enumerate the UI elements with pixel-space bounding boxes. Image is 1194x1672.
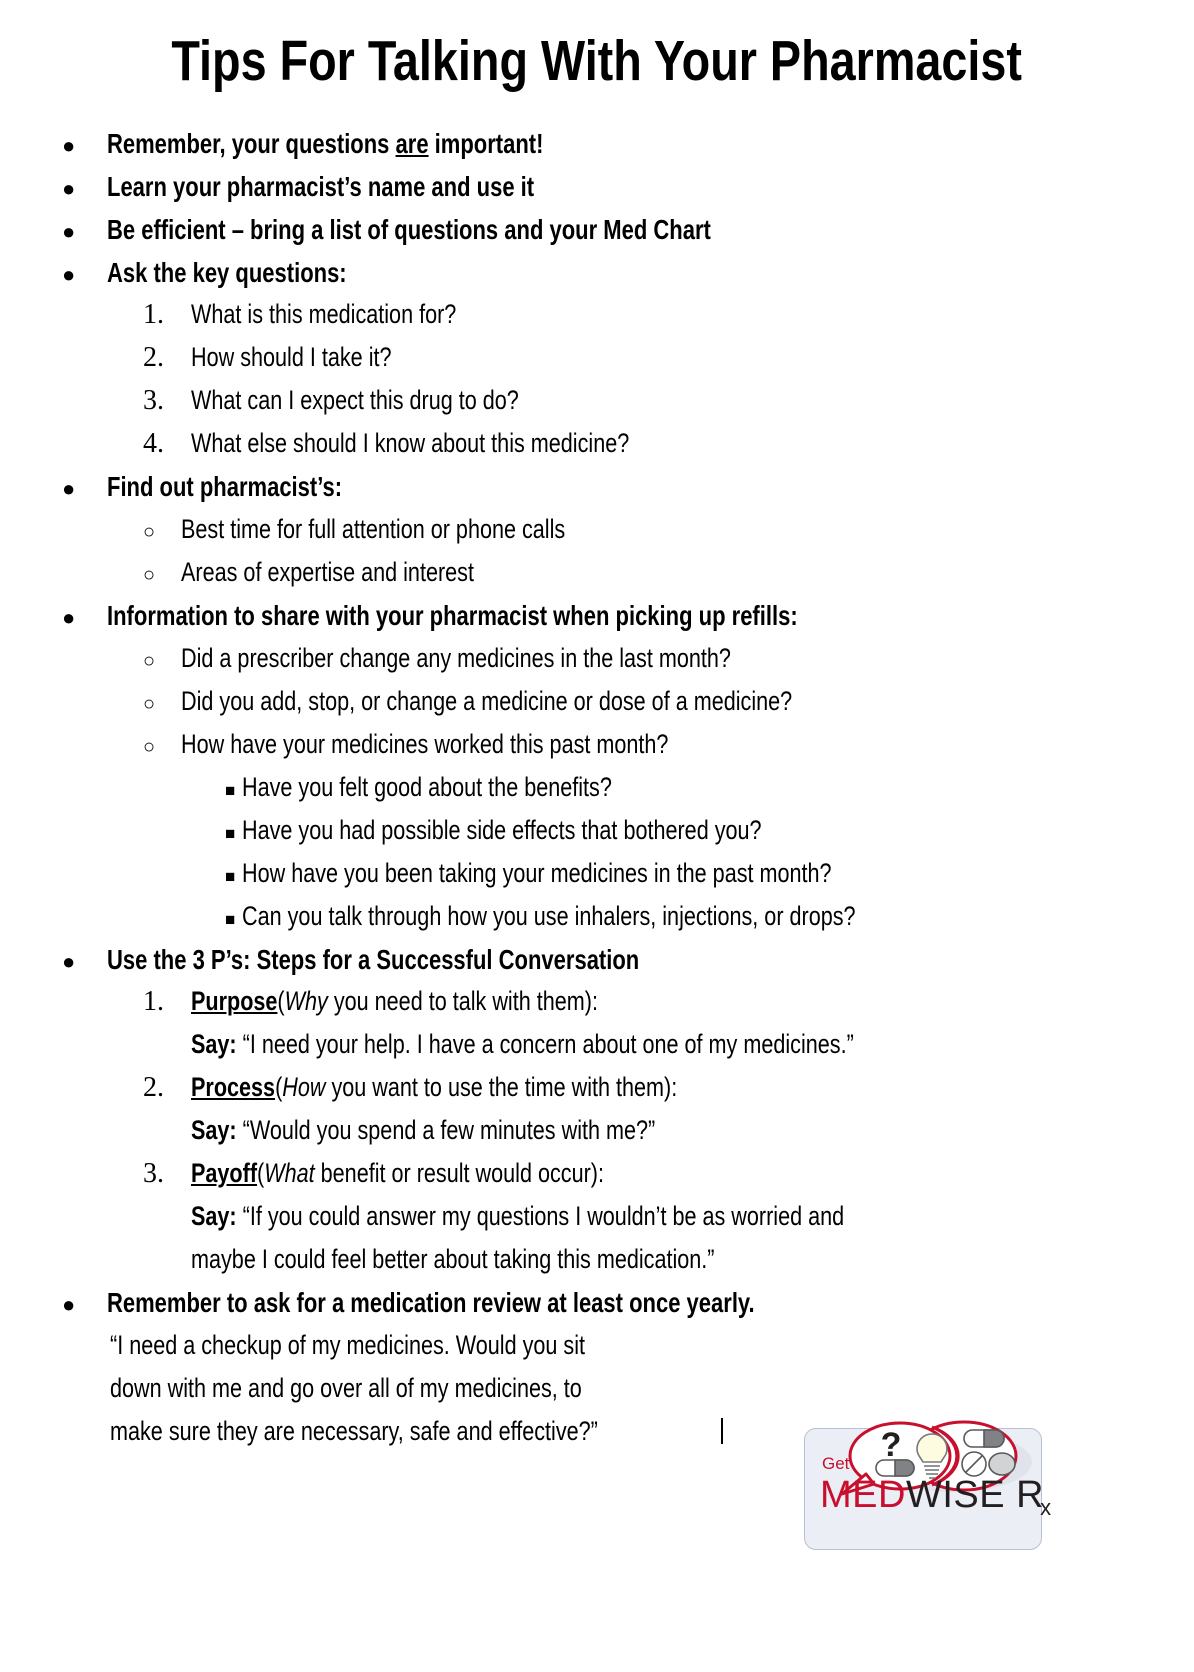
round-bullet-icon: ● [62, 476, 76, 501]
round-bullet-icon: ● [62, 219, 76, 244]
question-mark-icon: ? [880, 1426, 902, 1464]
paren-open: ( [257, 1158, 265, 1188]
medwise-logo [804, 1398, 1052, 1550]
list-item-three-ps [62, 944, 772, 976]
square-bullet-icon: ■ [225, 867, 236, 886]
paren-open: ( [277, 986, 285, 1016]
tablet-pill-icon [962, 1452, 986, 1476]
round-bullet-icon: ● [62, 133, 76, 158]
list-item-remember-questions [62, 128, 653, 160]
bullet-1-suffix: important! [428, 128, 544, 159]
say-text: “I need your help. I have a concern about one of my medicines.” [236, 1029, 854, 1059]
square-bullet-icon: ■ [225, 781, 236, 800]
closing-quote-line-2 [110, 1373, 700, 1404]
text-cursor-caret [721, 1418, 723, 1444]
round-bullet-icon: ● [62, 262, 76, 287]
logo-wordmark [820, 1474, 1056, 1520]
bullet-1-emphasis: are [395, 128, 429, 159]
logo-wise-text: WISE [905, 1474, 1006, 1516]
list-item-label: Use the 3 P’s: Steps for a Successful Conversation [107, 944, 640, 975]
refill-subitem-text: Have you had possible side effects that bothered you? [242, 815, 762, 845]
hollow-circle-bullet-icon: ○ [143, 564, 156, 586]
three-ps-say-purpose [191, 1029, 1020, 1060]
list-number: 1. [143, 986, 164, 1017]
three-ps-heading [191, 1158, 707, 1189]
list-item-label: Be efficient – bring a list of questions and your Med Chart [107, 214, 711, 245]
list-item-label [107, 128, 653, 160]
three-ps-say-payoff-line2 [191, 1244, 845, 1275]
bullet-1-prefix: Remember, your questions [107, 128, 396, 159]
three-ps-rest: you need to talk with them): [327, 986, 598, 1016]
round-bullet-icon: ● [62, 605, 76, 630]
find-out-text: Areas of expertise and interest [181, 557, 474, 587]
refill-info-item [143, 643, 868, 674]
list-number: 3. [143, 385, 164, 416]
round-bullet-icon: ● [62, 1292, 76, 1317]
paren-open: ( [275, 1072, 283, 1102]
list-item-learn-name [62, 171, 641, 203]
refill-subitem-text: Can you talk through how you use inhalers, injections, or drops? [242, 901, 856, 931]
refill-info-text: Did a prescriber change any medicines in the last month? [181, 643, 731, 673]
hollow-circle-bullet-icon: ○ [143, 521, 156, 543]
three-ps-item-payoff [143, 1158, 707, 1190]
key-question-item [143, 342, 442, 374]
say-label: Say: [191, 1029, 237, 1059]
find-out-item [143, 557, 547, 588]
three-ps-say-payoff [191, 1201, 1007, 1232]
list-item-label: Remember to ask for a medication review at least once yearly. [107, 1287, 755, 1318]
closing-quote-text: “I need a checkup of my medicines. Would you sit [110, 1330, 586, 1360]
list-item-medication-review [62, 1287, 917, 1319]
list-item-label: Information to share with your pharmacist when picking up refills: [107, 600, 798, 631]
three-ps-item-purpose [143, 986, 700, 1018]
oval-tablet-icon [989, 1453, 1015, 1475]
closing-quote-text: down with me and go over all of my medicines, to [110, 1373, 582, 1403]
lightbulb-icon [917, 1434, 947, 1462]
round-bullet-icon: ● [62, 949, 76, 974]
hollow-circle-bullet-icon: ○ [143, 650, 156, 672]
refill-info-item [143, 686, 945, 717]
list-item-label: Find out pharmacist’s: [107, 471, 343, 502]
page-title-text: Tips For Talking With Your Pharmacist [171, 29, 1023, 93]
list-item-label: Ask the key questions: [107, 257, 347, 288]
three-ps-heading [191, 1072, 799, 1103]
list-item-be-efficient [62, 214, 862, 246]
three-ps-item-process [143, 1072, 799, 1104]
list-number: 4. [143, 428, 164, 459]
say-label: Say: [191, 1115, 237, 1145]
three-ps-word: Purpose [191, 986, 278, 1016]
three-ps-italic: Why [284, 986, 328, 1016]
three-ps-italic: What [264, 1158, 315, 1188]
hollow-circle-bullet-icon: ○ [143, 693, 156, 715]
three-ps-say-process [191, 1115, 771, 1146]
closing-quote-line-3 [110, 1416, 723, 1447]
square-bullet-icon: ■ [225, 910, 236, 929]
key-question-text: What else should I know about this medicine? [191, 428, 630, 458]
hollow-circle-bullet-icon: ○ [143, 736, 156, 758]
three-ps-word: Process [191, 1072, 276, 1102]
list-item-ask-key-questions [62, 257, 407, 289]
page-title [0, 29, 1194, 93]
key-question-text: How should I take it? [191, 342, 392, 372]
list-item-find-out [62, 471, 401, 503]
closing-quote-line-1 [110, 1330, 704, 1361]
three-ps-word: Payoff [191, 1158, 258, 1188]
say-text: “If you could answer my questions I wouldn’t be as worried and [236, 1201, 845, 1231]
refill-subitem-text: Have you felt good about the benefits? [242, 772, 612, 802]
key-question-text: What is this medication for? [191, 299, 457, 329]
key-question-item [143, 428, 739, 460]
say-text-line2: maybe I could feel better about taking this medication.” [191, 1244, 715, 1274]
list-item-label: Learn your pharmacist’s name and use it [107, 171, 535, 202]
refill-info-item [143, 729, 790, 760]
list-number: 2. [143, 342, 164, 373]
refill-info-text: How have your medicines worked this past month? [181, 729, 669, 759]
find-out-text: Best time for full attention or phone calls [181, 514, 566, 544]
three-ps-rest: you want to use the time with them): [325, 1072, 678, 1102]
say-label: Say: [191, 1201, 237, 1231]
list-number: 2. [143, 1072, 164, 1103]
refill-subitem [225, 901, 1009, 932]
capsule-pill-icon [964, 1430, 1004, 1447]
square-bullet-icon: ■ [225, 824, 236, 843]
logo-med-text: MED [820, 1474, 906, 1516]
round-bullet-icon: ● [62, 176, 76, 201]
refill-subitem [225, 772, 704, 803]
list-number: 3. [143, 1158, 164, 1189]
list-item-refill-info [62, 600, 970, 632]
refill-subitem-text: How have you been taking your medicines in the past month? [242, 858, 832, 888]
logo-rx-r: R [1016, 1474, 1045, 1516]
refill-subitem [225, 815, 891, 846]
three-ps-rest: benefit or result would occur): [314, 1158, 604, 1188]
key-question-item [143, 299, 523, 331]
key-question-item [143, 385, 601, 417]
say-text: “Would you spend a few minutes with me?” [236, 1115, 656, 1145]
refill-subitem [225, 858, 979, 889]
logo-get-text: Get [822, 1454, 850, 1473]
list-number: 1. [143, 299, 164, 330]
logo-rx-x: x [1040, 1495, 1052, 1520]
find-out-item [143, 514, 661, 545]
three-ps-italic: How [282, 1072, 326, 1102]
key-question-text: What can I expect this drug to do? [191, 385, 519, 415]
three-ps-heading [191, 986, 700, 1017]
closing-quote-text: make sure they are necessary, safe and effective?” [110, 1416, 598, 1446]
refill-info-text: Did you add, stop, or change a medicine or dose of a medicine? [181, 686, 793, 716]
logo-rx-text [1016, 1474, 1055, 1520]
